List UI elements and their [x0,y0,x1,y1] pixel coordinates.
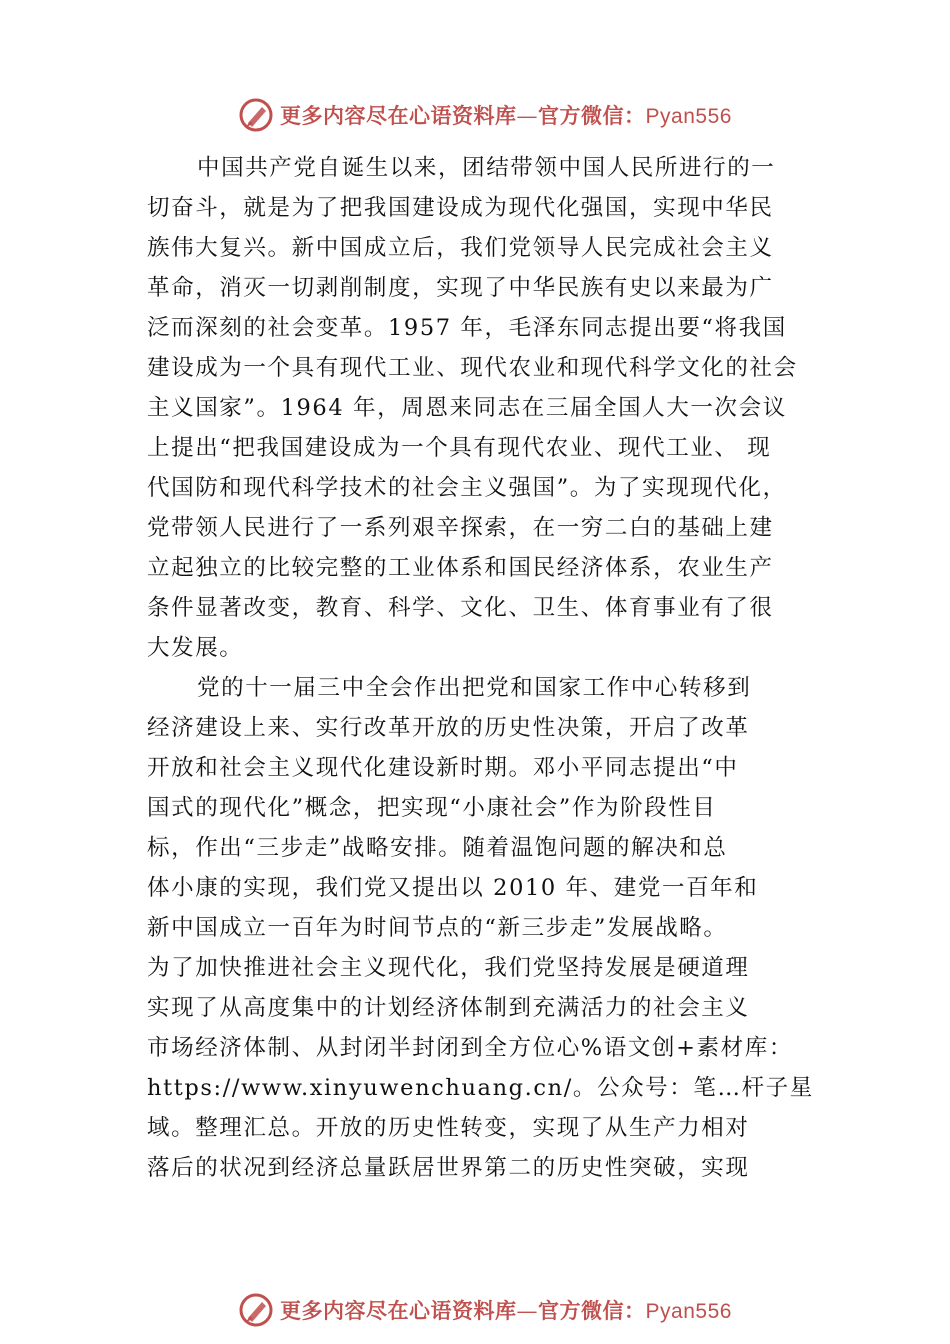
pen-logo-icon [238,97,274,133]
text-line: 大发展。 [147,635,244,661]
text-line: 革命，消灭一切剥削制度，实现了中华民族有史以来最为广 [147,275,774,301]
header-banner [0,95,950,135]
text-line: 市场经济体制、从封闭半封闭到全方位心%语文创+素材库： [147,1035,793,1061]
text-line: 立起独立的比较完整的工业体系和国民经济体系，农业生产 [147,555,774,581]
header-banner-inner [238,97,732,133]
header-banner-separator: — [516,104,539,128]
text-line: 条件显著改变，教育、科学、文化、卫生、体育事业有了很 [147,595,774,621]
footer-banner-contact-label: 官方微信： [538,1298,646,1323]
document-body [147,148,812,1188]
text-line: 标，作出“三步走”战略安排。随着温饱问题的解决和总 [147,835,728,861]
text-line: 实现了从高度集中的计划经济体制到充满活力的社会主义 [147,995,750,1021]
text-line: 开放和社会主义现代化建设新时期。邓小平同志提出“中 [147,755,739,781]
header-banner-text [280,100,732,130]
text-line: 泛而深刻的社会变革。1957 年，毛泽东同志提出要“将我国 [147,315,787,341]
footer-banner [0,1290,950,1330]
text-line: 经济建设上来、实行改革开放的历史性决策，开启了改革 [147,715,750,741]
text-line: 为了加快推进社会主义现代化，我们党坚持发展是硬道理 [147,955,750,981]
text-line: 族伟大复兴。新中国成立后，我们党领导人民完成社会主义 [147,235,774,261]
text-line: https://www.xinyuwenchuang.cn/。公众号：笔…杆子星 [147,1075,814,1101]
footer-banner-title: 更多内容尽在心语资料库 [280,1298,517,1323]
header-banner-contact-label: 官方微信： [538,103,646,128]
text-line: 党的十一届三中全会作出把党和国家工作中心转移到 [197,675,752,701]
text-line: 体小康的实现，我们党又提出以 2010 年、建党一百年和 [147,875,759,901]
text-line: 切奋斗，就是为了把我国建设成为现代化强国，实现中华民 [147,195,774,221]
footer-banner-inner [238,1292,732,1328]
footer-banner-text [280,1295,732,1325]
text-line: 落后的状况到经济总量跃居世界第二的历史性突破，实现 [147,1155,750,1181]
text-line: 代国防和现代科学技术的社会主义强国”。为了实现现代化， [147,475,787,501]
header-banner-wechat-id: Pyan556 [645,105,732,128]
text-line: 上提出“把我国建设成为一个具有现代农业、现代工业、 现 [147,435,772,461]
footer-banner-wechat-id: Pyan556 [645,1300,732,1323]
text-line: 新中国成立一百年为时间节点的“新三步走”发展战略。 [147,915,728,941]
text-line: 党带领人民进行了一系列艰辛探索，在一穷二白的基础上建 [147,515,774,541]
text-line: 中国共产党自诞生以来，团结带领中国人民所进行的一 [197,155,776,181]
header-banner-title: 更多内容尽在心语资料库 [280,103,517,128]
footer-banner-separator: — [516,1299,539,1323]
pen-logo-icon [238,1292,274,1328]
text-line: 域。整理汇总。开放的历史性转变，实现了从生产力相对 [147,1115,750,1141]
text-line: 建设成为一个具有现代工业、现代农业和现代科学文化的社会 [147,355,798,381]
text-line: 国式的现代化”概念，把实现“小康社会”作为阶段性目 [147,795,717,821]
text-line: 主义国家”。1964 年，周恩来同志在三届全国人大一次会议 [147,395,787,421]
